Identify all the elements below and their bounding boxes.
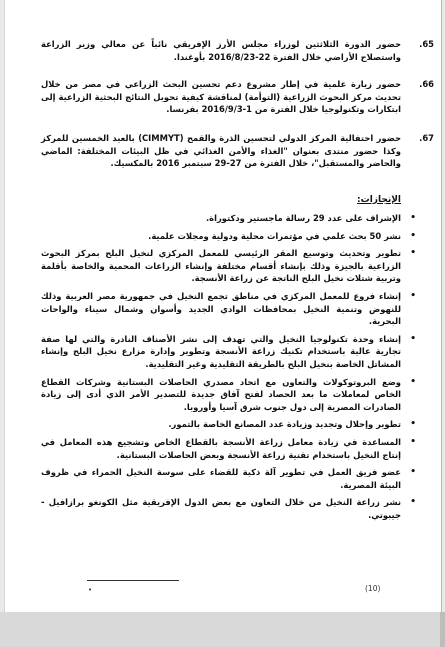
page-number: (10)	[365, 584, 381, 593]
list-item: • الإشراف على عدد 29 رسالة ماجستير ودكتوراة.	[205, 213, 416, 223]
section-heading: الإنجازات:	[357, 195, 401, 205]
item-number: .65	[419, 39, 434, 49]
achievements-list	[41, 212, 416, 526]
item-number: .67	[419, 133, 434, 143]
item-text: حضور الدورة الثلاثثين لوزراء مجلس الأرز الإفريقي نائباً عن معالي وزير الزراعة واستصلاح الأراضي خلال الفترة 22-2016/8/23 بأوغندا.	[41, 39, 401, 62]
list-item: • نشر زراعة النخيل من خلال التعاون مع بعض الدول الإفريقية مثل الكونغو برازافيل - جيبوتي.	[41, 497, 416, 520]
bullet-icon: •	[410, 497, 416, 508]
page-gap	[0, 612, 445, 647]
list-item: • إنشاء فروع للمعمل المركزي في مناطق تجمع النخيل في جمهورية مصر العربية وذلك للنهوض وتنمية النخيل بمحافظات الوادي الجديد وأسوان وشمال سيناء والواحات البحرية.	[41, 290, 416, 327]
list-item: • تطوير وإحلال وتجديد وزيادة عدد المصانع الخاصة بالتمور.	[168, 419, 416, 430]
bullet-icon: •	[410, 467, 416, 478]
document-page	[4, 0, 442, 612]
numbered-item-65	[41, 38, 434, 63]
footnote-separator	[87, 580, 179, 581]
item-number: .66	[419, 79, 434, 89]
list-item: • تطوير وتحديث وتوسيع المقر الرئيسي للمعمل المركزي لنخيل البلح بمركز البحوث الزراعية بالجيزة وذلك بإنشاء أقسام مختلفة وإنشاء الزراعات المحمية والخاصة بأقلمة وتربية شتلات نخيل البلح الناتجة عن زراعة الأنسجة.	[41, 248, 416, 284]
bullet-icon: •	[410, 248, 416, 259]
bullet-icon: •	[410, 213, 416, 223]
bullet-icon: •	[410, 376, 416, 387]
list-item: • وضع البروتوكولات والتعاون مع اتحاد مصدري الحاصلات البستانية وشركات القطاع الخاص لمعاملات ما بعد الحصاد لفتح آفاق جديدة للتصدير الأمر الذي أدى إلى زيادة الصادرات المصرية إلى دول جنوب شرق آسيا وأوروبا.	[41, 376, 416, 412]
bullet-icon: •	[410, 436, 416, 447]
item-text: حضور احتفالية المركز الدولي لتحسين الذرة والقمح (CIMMYT) بالعيد الخمسين للمركز وكذا حضور منتدى بعنوان "الغذاء والأمن الغذائي في ظل البيئات المختلفة: الماضي والحاضر والمستقبل"، خلال الفترة من 27-29 سبتمبر 2016 بالمكسيك.	[41, 133, 401, 169]
bullet-icon: •	[410, 419, 416, 430]
item-text: حضور زيارة علمية في إطار مشروع دعم تحسين البحث الزراعي في مصر من خلال تحديث مركز البحوث الزراعية (التوأمة) لمناقشة كيفية تحويل النتائج البحثية الزراعية إلى ابتكارات وتكنولوجيا خلال الفترة من 1-2016/9/3 بفرنسا.	[41, 79, 401, 115]
numbered-item-67	[41, 132, 434, 170]
footnote-mark: •	[88, 586, 93, 594]
list-item: • عضو فريق العمل في تطوير آلة ذكية للقضاء على سوسة النخيل الحمراء في ظروف البيئة المصرية.	[41, 467, 416, 490]
list-item: • إنشاء وحدة تكنولوجيا النخيل والتي تهدف إلى نشر الأصناف النادرة والتي لها صفة تجارية عالية باستخدام تكنيك زراعة الأنسجة وتطوير وإدارة مزارع نخيل البلح وإنشاء المشاتل الخاصة بنخيل البلح بالطريقة التقليدية وغير التقليدية.	[41, 333, 416, 369]
list-item: • المساعدة في زيادة معامل زراعة الأنسجة بالقطاع الخاص وتشجيع هذه المعامل في إنتاج النخيل باستخدام تقنية زراعة الأنسجة وبعض الحاصلات البستانية.	[41, 436, 416, 460]
bullet-icon: •	[410, 290, 416, 301]
bullet-icon: •	[410, 230, 416, 241]
list-item: • نشر 50 بحث علمي في مؤتمرات محلية ودولية ومجلات علمية.	[148, 230, 416, 241]
numbered-item-66	[41, 78, 434, 116]
bullet-icon: •	[410, 333, 416, 344]
